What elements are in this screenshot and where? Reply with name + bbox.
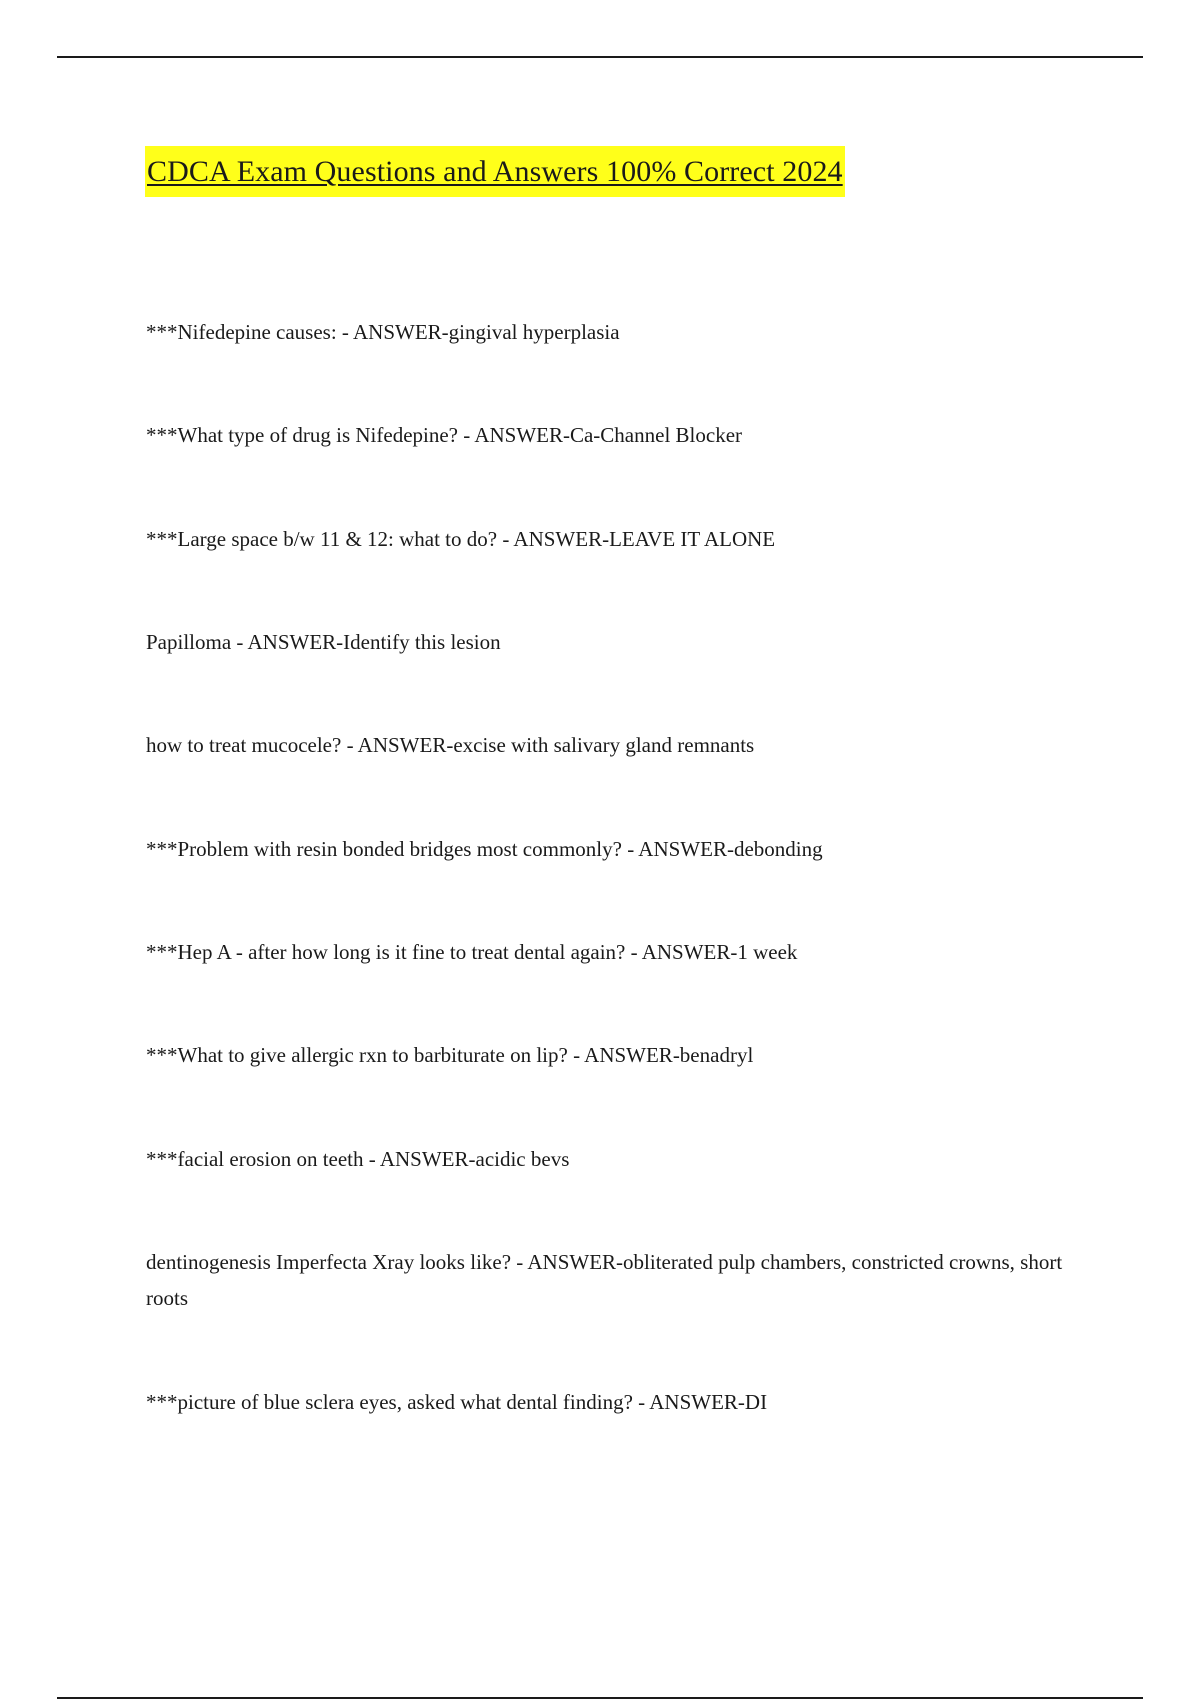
qa-item: ***What type of drug is Nifedepine? - ANSWER-Ca-Channel Blocker [146,423,743,447]
qa-item: ***facial erosion on teeth - ANSWER-acidic bevs [146,1147,570,1171]
qa-item: dentinogenesis Imperfecta Xray looks like? - ANSWER-obliterated pulp chambers, constricted crowns, short roots [146,1250,1063,1310]
qa-item: ***Nifedepine causes: - ANSWER-gingival hyperplasia [146,320,620,344]
document-title: CDCA Exam Questions and Answers 100% Correct 2024 [147,154,843,188]
qa-item: ***picture of blue sclera eyes, asked what dental finding? - ANSWER-DI [146,1390,768,1414]
qa-item: ***What to give allergic rxn to barbiturate on lip? - ANSWER-benadryl [146,1043,754,1067]
qa-item: ***Hep A - after how long is it fine to treat dental again? - ANSWER-1 week [146,940,798,964]
bottom-rule [57,1697,1143,1699]
qa-item: Papilloma - ANSWER-Identify this lesion [146,630,501,654]
qa-item: ***Problem with resin bonded bridges most commonly? - ANSWER-debonding [146,837,823,861]
qa-item: ***Large space b/w 11 & 12: what to do? - ANSWER-LEAVE IT ALONE [146,527,776,551]
top-rule [57,56,1143,58]
title-highlight [145,146,845,197]
qa-item: how to treat mucocele? - ANSWER-excise with salivary gland remnants [146,733,755,757]
